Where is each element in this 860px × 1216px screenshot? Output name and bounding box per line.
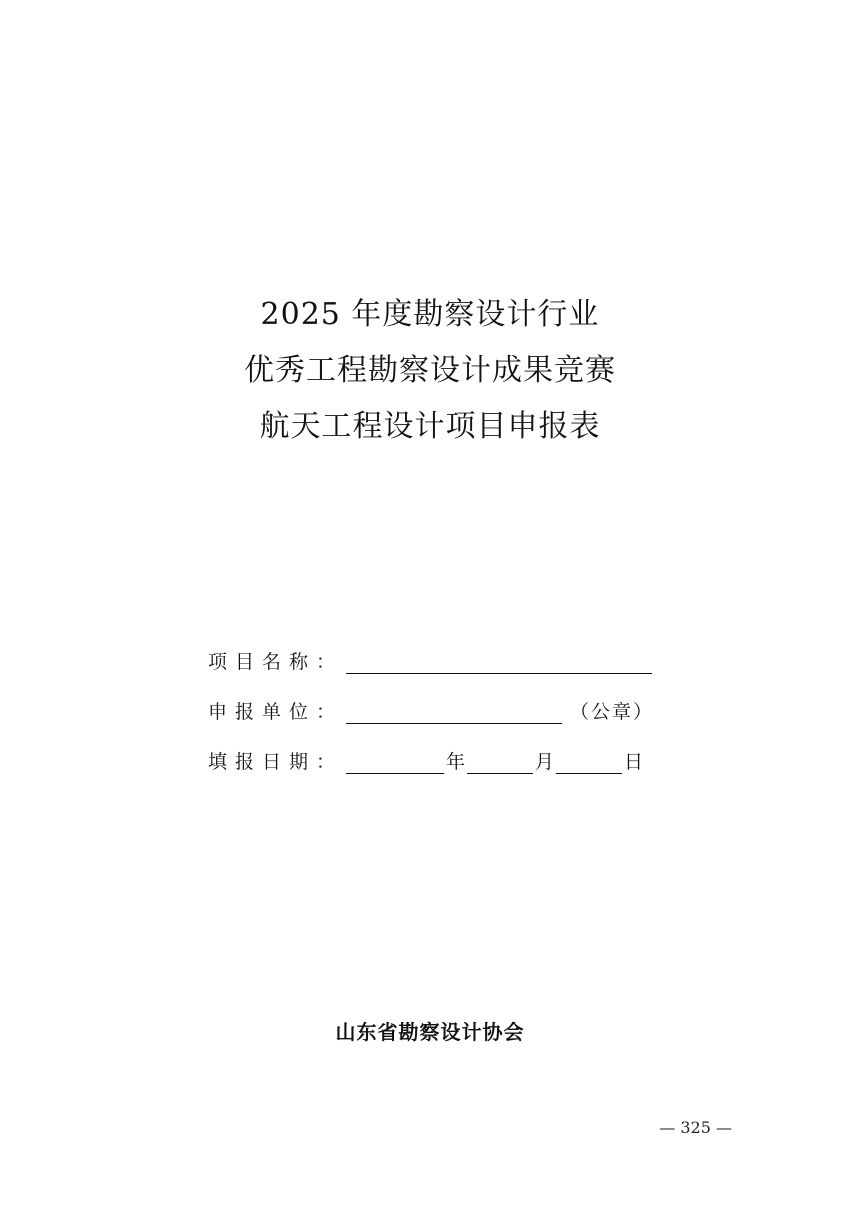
issuing-organization: 山东省勘察设计协会 — [335, 1020, 525, 1044]
title-line-year-industry: 2025 年度勘察设计行业 — [260, 297, 600, 332]
month-blank[interactable] — [467, 753, 533, 774]
application-form-fields — [208, 648, 728, 798]
fill-date-row — [208, 748, 728, 774]
project-name-label: 项目名称： — [208, 651, 344, 673]
applicant-blank[interactable] — [346, 703, 562, 724]
applicant-row — [208, 698, 728, 724]
year-unit: 年 — [446, 751, 466, 773]
applicant-label: 申报单位： — [208, 701, 344, 723]
title-line-competition: 优秀工程勘察设计成果竞赛 — [244, 353, 616, 388]
page-number: — 325 — — [659, 1118, 732, 1137]
day-unit: 日 — [624, 751, 644, 773]
title-line-form-name: 航天工程设计项目申报表 — [259, 409, 601, 444]
year-blank[interactable] — [346, 753, 444, 774]
month-unit: 月 — [535, 751, 555, 773]
document-title — [0, 297, 860, 468]
day-blank[interactable] — [556, 753, 622, 774]
project-name-row — [208, 648, 728, 674]
project-name-blank[interactable] — [346, 653, 652, 674]
fill-date-label: 填报日期： — [208, 751, 344, 773]
seal-note: （公章） — [570, 701, 655, 723]
